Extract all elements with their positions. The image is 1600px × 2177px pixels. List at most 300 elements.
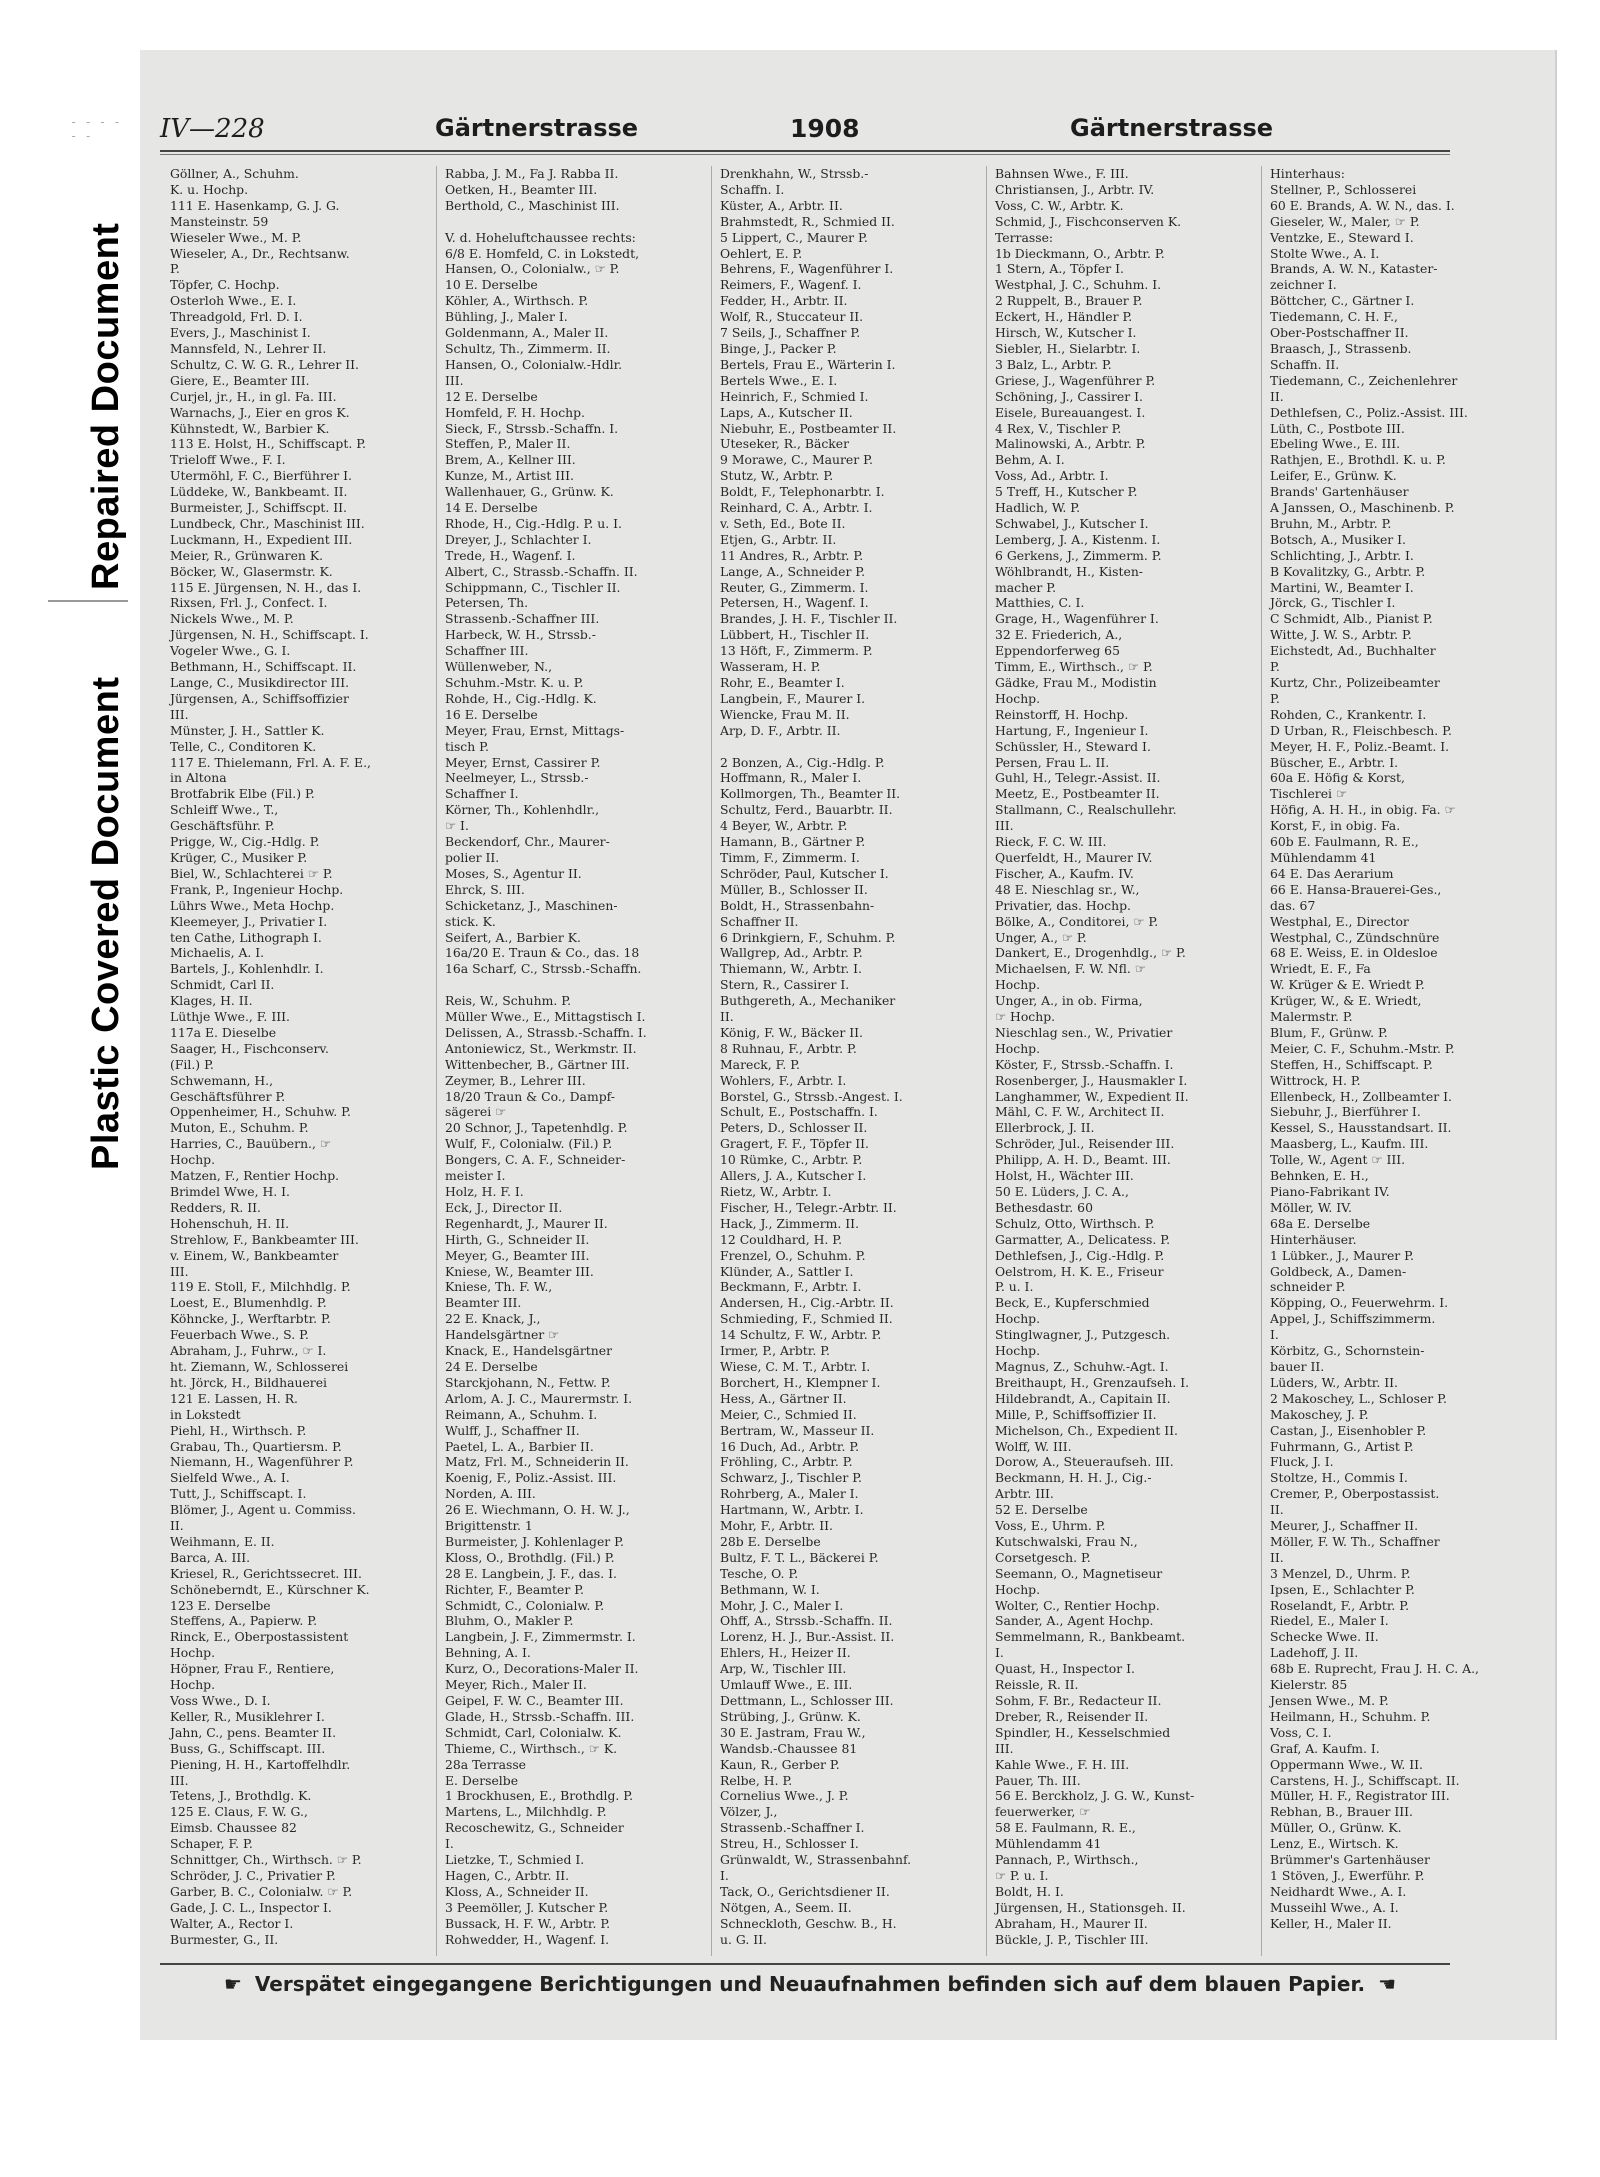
directory-entry: Blömer, J., Agent u. Commiss.	[170, 1502, 356, 1518]
directory-entry: Boldt, H. I.	[995, 1883, 1064, 1899]
directory-entry: Schippmann, C., Tischler II.	[445, 579, 621, 595]
directory-entry: Sielfeld Wwe., A. I.	[170, 1470, 290, 1486]
directory-entry: 6 Drinkgiern, F., Schuhm. P.	[720, 929, 896, 945]
directory-entry: Reinstorff, H. Hochp.	[995, 706, 1129, 722]
directory-columns	[170, 166, 1479, 1956]
directory-entry: Biel, W., Schlachterei ☞ P.	[170, 865, 333, 881]
directory-entry: Kurz, O., Decorations-Maler II.	[445, 1661, 639, 1677]
directory-entry: Harbeck, W. H., Strssb.-	[445, 627, 596, 643]
directory-entry: Bölke, A., Conditorei, ☞ P.	[995, 913, 1159, 929]
directory-entry: Lorenz, H. J., Bur.-Assist. II.	[720, 1629, 895, 1645]
directory-entry: Höfig, A. H. H., in obig. Fa. ☞	[1270, 802, 1456, 818]
directory-entry: ten Cathe, Lithograph I.	[170, 929, 322, 945]
column-4	[995, 166, 1250, 1956]
directory-entry: Keller, H., Maler II.	[1270, 1915, 1392, 1931]
directory-entry: Krüger, W., & E. Wriedt,	[1270, 993, 1422, 1009]
directory-entry: Allers, J. A., Kutscher I.	[720, 1168, 867, 1184]
year: 1908	[790, 114, 860, 143]
directory-entry: Goldbeck, A., Damen-	[1270, 1263, 1407, 1279]
directory-entry: Hochp.	[995, 1311, 1041, 1327]
directory-entry: Brahmstedt, R., Schmied II.	[720, 213, 895, 229]
directory-entry: Zeymer, B., Lehrer III.	[445, 1072, 586, 1088]
header-rule	[160, 150, 1450, 152]
directory-entry: Hildebrandt, A., Capitain II.	[995, 1390, 1171, 1406]
directory-entry: III.	[170, 1263, 189, 1279]
directory-entry: Philipp, A. H. D., Beamt. III.	[995, 1152, 1171, 1168]
directory-entry: Guhl, H., Telegr.-Assist. II.	[995, 770, 1161, 786]
directory-entry: Lührs Wwe., Meta Hochp.	[170, 897, 335, 913]
directory-entry: Schultz, Ferd., Bauarbtr. II.	[720, 802, 893, 818]
directory-entry: Westphal, C., Zündschnüre	[1270, 929, 1440, 945]
directory-entry: ☞ I.	[445, 818, 469, 834]
directory-entry: Schmidt, Carl, Colonialw. K.	[445, 1724, 622, 1740]
directory-entry: Buthgereth, A., Mechaniker	[720, 993, 896, 1009]
directory-entry: Böttcher, C., Gärtner I.	[1270, 293, 1415, 309]
directory-entry: Piehl, H., Wirthsch. P.	[170, 1422, 307, 1438]
directory-entry: Meier, C., Schmied II.	[720, 1406, 857, 1422]
directory-entry: Geschäftsführ. P.	[170, 818, 275, 834]
directory-entry: Schult, E., Postschaffn. I.	[720, 1104, 878, 1120]
directory-entry: Sander, A., Agent Hochp.	[995, 1613, 1154, 1629]
directory-entry: sägerei ☞	[445, 1104, 507, 1120]
directory-entry: Grünwaldt, W., Strassenbahnf.	[720, 1852, 912, 1868]
column-2	[445, 166, 700, 1956]
directory-entry: I.	[1270, 1327, 1279, 1343]
footer-notice	[180, 1972, 1440, 1996]
directory-entry: Ventzke, E., Steward I.	[1270, 229, 1414, 245]
tag-divider	[48, 600, 128, 602]
directory-entry: Jensen Wwe., M. P.	[1270, 1693, 1389, 1708]
directory-entry: Delissen, A., Strassb.-Schaffn. I.	[445, 1024, 647, 1040]
directory-entry: Sieck, F., Strssb.-Schaffn. I.	[445, 420, 619, 436]
directory-entry: Matzen, F., Rentier Hochp.	[170, 1168, 340, 1184]
directory-entry: Giere, E., Beamter III.	[170, 372, 310, 388]
directory-entry: 1 Lübker., J., Maurer P.	[1270, 1247, 1414, 1263]
directory-entry: Lüders, W., Arbtr. II.	[1270, 1374, 1398, 1390]
directory-entry: Beamter III.	[445, 1295, 522, 1311]
directory-entry: Graf, A. Kaufm. I.	[1270, 1740, 1380, 1756]
directory-entry: Tesche, O. P.	[720, 1565, 799, 1581]
directory-entry: Hadlich, W. P.	[995, 500, 1081, 516]
directory-entry: 1 Stöven, J., Ewerführ. P.	[1270, 1867, 1425, 1883]
directory-entry: Schwemann, H.,	[170, 1072, 274, 1088]
directory-entry: Burmester, G., II.	[170, 1931, 279, 1947]
directory-entry: Klages, H. II.	[170, 993, 253, 1009]
directory-entry: Harries, C., Bauübern., ☞	[170, 1136, 331, 1152]
repaired-document-label: Repaired Document	[85, 222, 127, 590]
directory-entry: Stellner, P., Schlosserei	[1270, 181, 1417, 197]
directory-entry: 10 E. Derselbe	[445, 277, 538, 293]
directory-entry: C Schmidt, Alb., Pianist P.	[1270, 611, 1433, 627]
directory-entry: Strübing, J., Grünw. K.	[720, 1708, 861, 1724]
directory-entry: Eimsb. Chaussee 82	[170, 1820, 297, 1836]
directory-entry: Behnken, E. H.,	[1270, 1168, 1369, 1184]
directory-entry: 1 Brockhusen, E., Brothdlg. P.	[445, 1788, 634, 1804]
directory-entry: Lange, A., Schneider P.	[720, 563, 866, 579]
directory-entry: Rosenberger, J., Hausmakler I.	[995, 1072, 1188, 1088]
directory-entry: 123 E. Derselbe	[170, 1597, 271, 1613]
directory-entry: Hack, J., Zimmerm. II.	[720, 1215, 860, 1231]
street-title-left: Gärtnerstrasse	[435, 114, 639, 142]
directory-entry: Lüthje Wwe., F. III.	[170, 1009, 290, 1025]
directory-entry: v. Seth, Ed., Bote II.	[720, 515, 846, 531]
directory-entry: Ladehoff, J. II.	[1270, 1645, 1359, 1661]
directory-entry: Kurtz, Chr., Polizeibeamter	[1270, 675, 1440, 690]
directory-entry: Bartels, J., Kohlenhdlr. I.	[170, 961, 324, 977]
directory-entry: Stoltze, H., Commis I.	[1270, 1470, 1408, 1486]
directory-entry: Lübbert, H., Tischler II.	[720, 627, 870, 643]
directory-entry: Antoniewicz, St., Werkmstr. II.	[445, 1040, 637, 1056]
directory-entry: Bertram, W., Masseur II.	[720, 1422, 875, 1438]
directory-entry: Brimdel Wwe, H. I.	[170, 1184, 290, 1199]
directory-entry	[445, 977, 700, 993]
directory-entry: Eppendorferweg 65	[995, 643, 1120, 659]
directory-entry: Keller, R., Musiklehrer I.	[170, 1708, 325, 1724]
directory-entry: Ehrck, S. III.	[445, 881, 525, 897]
directory-entry: Steffen, P., Maler II.	[445, 436, 571, 452]
directory-entry: 1b Dieckmann, O., Arbtr. P.	[995, 245, 1165, 261]
directory-entry: Eichstedt, Ad., Buchhalter	[1270, 643, 1436, 659]
directory-entry: Albert, C., Strassb.-Schaffn. II.	[445, 563, 638, 579]
directory-entry: Redders, R. II.	[170, 1199, 261, 1215]
directory-entry: Nötgen, A., Seem. II.	[720, 1899, 852, 1915]
directory-entry: Hartung, F., Ingenieur I.	[995, 722, 1149, 738]
directory-entry: Malermstr. P.	[1270, 1009, 1353, 1025]
directory-entry: Andersen, H., Cig.-Arbtr. II.	[720, 1295, 894, 1311]
directory-entry: 115 E. Jürgensen, N. H., das I.	[170, 579, 362, 595]
directory-entry: Schaper, F. P.	[170, 1836, 253, 1852]
directory-entry: Thieme, C., Wirthsch., ☞ K.	[445, 1740, 618, 1756]
directory-entry: Terrasse:	[995, 229, 1054, 245]
directory-entry: 5 Treff, H., Kutscher P.	[995, 484, 1138, 500]
directory-entry: 66 E. Hansa-Brauerei-Ges.,	[1270, 881, 1442, 897]
directory-entry: Bahnsen Wwe., F. III.	[995, 166, 1129, 181]
directory-entry: Jürgensen, H., Stationsgeh. II.	[995, 1899, 1186, 1915]
directory-entry: 3 Peemöller, J. Kutscher P.	[445, 1899, 609, 1915]
directory-entry: Müller, B., Schlosser II.	[720, 881, 868, 897]
directory-entry: Fuhrmann, G., Artist P.	[1270, 1438, 1414, 1454]
directory-entry: Neidhardt Wwe., A. I.	[1270, 1883, 1407, 1899]
directory-entry: 52 E. Derselbe	[995, 1502, 1088, 1518]
directory-entry: Kutschwalski, Frau N.,	[995, 1533, 1138, 1549]
directory-entry: Münster, J. H., Sattler K.	[170, 722, 325, 738]
directory-entry: Osterloh Wwe., E. I.	[170, 293, 297, 309]
directory-entry: Höpner, Frau F., Rentiere,	[170, 1661, 335, 1677]
directory-entry: 11 Andres, R., Arbtr. P.	[720, 547, 864, 563]
page-header	[160, 114, 1450, 144]
directory-entry: Küster, A., Arbtr. II.	[720, 197, 843, 213]
directory-entry: Timm, E., Wirthsch., ☞ P.	[995, 659, 1153, 675]
directory-entry: Hess, A., Gärtner II.	[720, 1390, 847, 1406]
directory-entry: Schröder, J. C., Privatier P.	[170, 1867, 336, 1883]
directory-entry: Drenkhahn, W., Strssb.-	[720, 166, 869, 181]
directory-entry: Westphal, E., Director	[1270, 913, 1409, 929]
directory-entry: Stern, R., Cassirer I.	[720, 977, 850, 993]
directory-entry: Hochp.	[995, 1581, 1041, 1597]
directory-entry: Burmeister, J., Schiffscpt. II.	[170, 500, 347, 516]
directory-entry: Tack, O., Gerichtsdiener II.	[720, 1883, 890, 1899]
directory-entry: Mohr, F., Arbtr. II.	[720, 1518, 833, 1534]
directory-entry: Hinterhäuser.	[1270, 1231, 1357, 1247]
directory-entry: Voss, E., Uhrm. P.	[995, 1518, 1106, 1534]
directory-entry: Relbe, H. P.	[720, 1772, 793, 1788]
directory-entry: Brands' Gartenhäuser	[1270, 484, 1409, 500]
directory-entry: Recoschewitz, G., Schneider	[445, 1820, 624, 1836]
directory-entry: Müller Wwe., E., Mittagstisch I.	[445, 1009, 646, 1025]
directory-entry: Utermöhl, F. C., Bierführer I.	[170, 468, 352, 484]
directory-entry: Carstens, H. J., Schiffscapt. II.	[1270, 1772, 1460, 1788]
directory-entry: Brigittenstr. 1	[445, 1518, 533, 1534]
directory-entry: Mühlendamm 41	[1270, 849, 1377, 865]
directory-entry: feuerwerker, ☞	[995, 1804, 1091, 1820]
directory-entry: Etjen, G., Arbtr. II.	[720, 531, 837, 547]
directory-entry: Brandes, J. H. F., Tischler II.	[720, 611, 898, 627]
directory-entry: Kniese, W., Beamter III.	[445, 1263, 594, 1279]
directory-entry: Prigge, W., Cig.-Hdlg. P.	[170, 834, 320, 850]
directory-entry: Beck, E., Kupferschmied	[995, 1295, 1150, 1311]
directory-entry: Dreber, R., Reisender II.	[995, 1708, 1149, 1724]
directory-entry: Warnachs, J., Eier en gros K.	[170, 404, 350, 420]
directory-entry: Makoschey, J. P.	[1270, 1406, 1369, 1422]
directory-entry: Hochp.	[995, 977, 1041, 993]
directory-entry: 48 E. Nieschlag sr., W.,	[995, 881, 1140, 897]
directory-entry: Meier, R., Grünwaren K.	[170, 547, 324, 563]
directory-entry: Behning, A. I.	[445, 1645, 531, 1661]
directory-entry: Richter, F., Beamter P.	[445, 1581, 584, 1597]
directory-entry: Kloss, O., Brothdlg. (Fil.) P.	[445, 1549, 615, 1565]
directory-entry: Nickels Wwe., M. P.	[170, 611, 294, 627]
directory-entry: Lüth, C., Postbote III.	[1270, 420, 1405, 436]
directory-entry: Garber, B. C., Colonialw. ☞ P.	[170, 1883, 353, 1899]
directory-entry: Uteseker, R., Bäcker	[720, 436, 850, 452]
directory-entry: Reuter, G., Zimmerm. I.	[720, 579, 869, 595]
directory-entry: Peters, D., Schlosser II.	[720, 1120, 868, 1136]
directory-entry: 60 E. Brands, A. W. N., das. I.	[1270, 197, 1455, 213]
directory-entry: Frank, P., Ingenieur Hochp.	[170, 881, 344, 897]
directory-entry: 68 E. Weiss, E. in Oldesloe	[1270, 945, 1438, 961]
directory-entry: Beckendorf, Chr., Maurer-	[445, 834, 610, 850]
directory-entry: Göllner, A., Schuhm.	[170, 166, 299, 181]
directory-entry: Arp, D. F., Arbtr. II.	[720, 722, 841, 738]
directory-entry: Buss, G., Schiffscapt. III.	[170, 1740, 326, 1756]
directory-entry: Meier, C. F., Schuhm.-Mstr. P.	[1270, 1040, 1455, 1056]
directory-entry: Kessel, S., Hausstandsart. II.	[1270, 1120, 1452, 1136]
directory-entry: Kühnstedt, W., Barbier K.	[170, 420, 330, 436]
directory-entry: Schnittger, Ch., Wirthsch. ☞ P.	[170, 1852, 362, 1868]
directory-entry: 2 Ruppelt, B., Brauer P.	[995, 293, 1143, 309]
directory-entry: Hohenschuh, H. II.	[170, 1215, 290, 1231]
directory-entry: 125 E. Claus, F. W. G.,	[170, 1804, 308, 1820]
directory-entry: Paetel, L. A., Barbier II.	[445, 1438, 594, 1454]
directory-entry: Töpfer, C. Hochp.	[170, 277, 280, 293]
directory-entry: Behrens, F., Wagenführer I.	[720, 261, 894, 277]
directory-entry: Telle, C., Conditoren K.	[170, 738, 317, 754]
directory-entry: Dettmann, L., Schlosser III.	[720, 1693, 894, 1708]
directory-entry: Lenz, E., Wirtsch. K.	[1270, 1836, 1399, 1852]
directory-entry: Bongers, C. A. F., Schneider-	[445, 1152, 626, 1168]
directory-entry: Oppenheimer, H., Schuhw. P.	[170, 1104, 351, 1120]
directory-entry: Streu, H., Schlosser I.	[720, 1836, 859, 1852]
directory-entry: Barca, A. III.	[170, 1549, 251, 1565]
directory-entry: Weihmann, E. II.	[170, 1533, 275, 1549]
directory-entry: Ellenbeck, H., Zollbeamter I.	[1270, 1088, 1452, 1104]
directory-entry: (Fil.) P.	[170, 1056, 214, 1072]
directory-entry: Hoffmann, R., Maler I.	[720, 770, 862, 786]
directory-entry: Köpping, O., Feuerwehrm. I.	[1270, 1295, 1449, 1311]
directory-entry: Ellerbrock, J. II.	[995, 1120, 1095, 1136]
directory-entry: Tolle, W., Agent ☞ III.	[1270, 1152, 1406, 1168]
directory-entry: Mansteinstr. 59	[170, 213, 269, 229]
directory-entry: Reis, W., Schuhm. P.	[445, 993, 572, 1009]
directory-entry: Büscher, E., Arbtr. I.	[1270, 754, 1399, 770]
directory-entry: III.	[170, 706, 189, 722]
directory-entry: Semmelmann, R., Bankbeamt.	[995, 1629, 1186, 1645]
directory-entry: Kielerstr. 85	[1270, 1677, 1348, 1693]
directory-entry: Wolter, C., Rentier Hochp.	[995, 1597, 1160, 1613]
directory-entry: Wulff, J., Schaffner II.	[445, 1422, 580, 1438]
directory-entry: Corsetgesch. P.	[995, 1549, 1091, 1565]
directory-entry: 7 Seils, J., Schaffner P.	[720, 325, 861, 341]
directory-entry: 16 Duch, Ad., Arbtr. P.	[720, 1438, 860, 1454]
directory-entry: Schaffner II.	[720, 913, 799, 929]
column-3	[720, 166, 975, 1956]
directory-entry: 10 Rümke, C., Arbtr. P.	[720, 1152, 863, 1168]
directory-entry: Bethmann, W. I.	[720, 1581, 820, 1597]
directory-entry: Breithaupt, H., Grenzaufseh. I.	[995, 1374, 1190, 1390]
directory-entry: Fröhling, C., Arbtr. P.	[720, 1454, 853, 1470]
directory-entry: Brotfabrik Elbe (Fil.) P.	[170, 786, 315, 802]
footer-rule	[160, 1963, 1450, 1965]
header-rule-thin	[160, 154, 1450, 155]
directory-entry: Tutt, J., Schiffscapt. I.	[170, 1486, 307, 1502]
directory-entry: Möller, W. IV.	[1270, 1199, 1352, 1215]
directory-entry: Timm, F., Zimmerm. I.	[720, 849, 860, 865]
directory-entry: Christiansen, J., Arbtr. IV.	[995, 181, 1155, 197]
footer-text: Verspätet eingegangene Berichtigungen und Neuaufnahmen befinden sich auf dem blauen Papier.	[254, 1972, 1366, 1996]
directory-entry: Schwarz, J., Tischler P.	[720, 1470, 862, 1486]
directory-entry: Trieloff Wwe., F. I.	[170, 452, 286, 468]
directory-entry: Loest, E., Blumenhdlg. P.	[170, 1295, 327, 1311]
directory-entry: Möller, F. W. Th., Schaffner	[1270, 1533, 1440, 1549]
directory-entry: Meetz, E., Postbeamter II.	[995, 786, 1160, 802]
directory-entry: I.	[445, 1836, 454, 1852]
directory-entry: in Altona	[170, 770, 227, 786]
directory-entry: Gieseler, W., Maler, ☞ P.	[1270, 213, 1420, 229]
directory-entry: Beckmann, F., Arbtr. I.	[720, 1279, 862, 1295]
directory-entry: Meyer, G., Beamter III.	[445, 1247, 590, 1263]
directory-entry: Michelson, Ch., Expedient II.	[995, 1422, 1178, 1438]
pointing-hand-icon: ☚	[1378, 1972, 1397, 1996]
directory-entry: 14 E. Derselbe	[445, 500, 538, 516]
directory-entry: Schneckloth, Geschw. B., H.	[720, 1915, 897, 1931]
directory-entry: II.	[1270, 1502, 1284, 1518]
directory-entry: u. G. II.	[720, 1931, 767, 1947]
directory-entry: Rieck, F. C. W. III.	[995, 834, 1107, 850]
directory-entry: Brands, A. W. N., Kataster-	[1270, 261, 1438, 277]
directory-entry: III.	[170, 1772, 189, 1788]
directory-entry: Voss, C. I.	[1270, 1724, 1332, 1740]
directory-entry: 26 E. Wiechmann, O. H. W. J.,	[445, 1502, 630, 1518]
directory-entry: Schulz, Otto, Wirthsch. P.	[995, 1215, 1155, 1231]
directory-entry: Malinowski, A., Arbtr. P.	[995, 436, 1146, 452]
directory-entry: schneider P.	[1270, 1279, 1346, 1295]
directory-entry: Schlichting, J., Arbtr. I.	[1270, 547, 1414, 563]
directory-entry: Luckmann, H., Expedient III.	[170, 531, 353, 547]
directory-entry: Martens, L., Milchhdlg. P.	[445, 1804, 607, 1820]
directory-entry: Voss, C. W., Arbtr. K.	[995, 197, 1124, 213]
directory-entry: Arlom, A. J. C., Maurermstr. I.	[445, 1390, 633, 1406]
directory-entry: Ohff, A., Strssb.-Schaffn. II.	[720, 1613, 893, 1629]
directory-entry: 3 Menzel, D., Uhrm. P.	[1270, 1565, 1411, 1581]
directory-entry: Hochp.	[170, 1152, 216, 1168]
directory-entry: Wieseler Wwe., M. P.	[170, 229, 302, 245]
directory-entry: Moses, S., Agentur II.	[445, 865, 582, 881]
directory-entry: ☞ P. u. I.	[995, 1867, 1049, 1883]
directory-entry: Unger, A., in ob. Firma,	[995, 993, 1143, 1009]
directory-entry: Wiencke, Frau M. II.	[720, 706, 850, 722]
directory-entry: 60a E. Höfig & Korst,	[1270, 770, 1405, 786]
directory-entry: Rohr, E., Beamter I.	[720, 675, 845, 690]
directory-entry: Muton, E., Schuhm. P.	[170, 1120, 309, 1136]
directory-entry: Ober-Postschaffner II.	[1270, 325, 1409, 341]
directory-entry: Jahn, C., pens. Beamter II.	[170, 1724, 337, 1740]
directory-entry: v. Einem, W., Bankbeamter	[170, 1247, 339, 1263]
directory-entry: Regenhardt, J., Maurer II.	[445, 1215, 608, 1231]
directory-entry: Kunze, M., Artist III.	[445, 468, 574, 484]
directory-entry: D Urban, R., Fleischbesch. P.	[1270, 722, 1452, 738]
directory-entry: Handelsgärtner ☞	[445, 1327, 560, 1343]
directory-entry: Petersen, Th.	[445, 595, 529, 611]
directory-entry: Klünder, A., Sattler I.	[720, 1263, 854, 1279]
directory-entry: Blum, F., Grünw. P.	[1270, 1024, 1388, 1040]
directory-entry: Knack, E., Handelsgärtner	[445, 1343, 613, 1359]
directory-entry: Langhammer, W., Expedient II.	[995, 1088, 1189, 1104]
directory-entry: 32 E. Friederich, A.,	[995, 627, 1123, 643]
directory-entry: Homfeld, F. H. Hochp.	[445, 404, 585, 420]
directory-entry: V. d. Hoheluftchaussee rechts:	[445, 229, 636, 245]
directory-entry: Bultz, F. T. L., Bäckerei P.	[720, 1549, 879, 1565]
directory-entry: Maasberg, L., Kaufm. III.	[1270, 1136, 1429, 1152]
directory-entry: Mareck, F. P.	[720, 1056, 800, 1072]
directory-entry: Meyer, Rich., Maler II.	[445, 1677, 587, 1693]
plastic-covered-document-label: Plastic Covered Document	[85, 676, 127, 1170]
directory-entry: Michaelsen, F. W. Nfl. ☞	[995, 961, 1146, 977]
directory-entry: Korst, F., in obig. Fa.	[1270, 818, 1401, 834]
directory-entry: Bruhn, M., Arbtr. P.	[1270, 515, 1392, 531]
directory-entry: Stallmann, C., Realschullehr.	[995, 802, 1177, 818]
directory-entry: Köhler, A., Wirthsch. P.	[445, 293, 589, 309]
directory-entry: Mille, P., Schiffsoffizier II.	[995, 1406, 1157, 1422]
directory-entry: 14 Schultz, F. W., Arbtr. P.	[720, 1327, 882, 1343]
directory-entry: II.	[170, 1518, 184, 1534]
directory-entry: Hartmann, W., Arbtr. I.	[720, 1502, 864, 1518]
directory-entry: Pauer, Th. III.	[995, 1772, 1081, 1788]
directory-entry: Schröder, Jul., Reisender III.	[995, 1136, 1175, 1152]
directory-entry: Michaelis, A. I.	[170, 945, 265, 961]
directory-entry: Hochp.	[995, 1343, 1041, 1359]
directory-entry: 3 Balz, L., Arbtr. P.	[995, 356, 1112, 372]
directory-entry: Lundbeck, Chr., Maschinist III.	[170, 515, 365, 531]
directory-entry: A Janssen, O., Maschinenb. P.	[1270, 500, 1455, 516]
directory-entry: Kniese, Th. F. W.,	[445, 1279, 553, 1295]
directory-entry: Grage, H., Wagenführer I.	[995, 611, 1159, 627]
directory-entry: Gade, J. C. L., Inspector I.	[170, 1899, 332, 1915]
directory-entry: Unger, A., ☞ P.	[995, 929, 1087, 945]
directory-entry: I.	[995, 1645, 1004, 1661]
directory-entry: Müller, O., Grünw. K.	[1270, 1820, 1402, 1836]
directory-entry: Nieschlag sen., W., Privatier	[995, 1024, 1173, 1040]
directory-entry: Binge, J., Packer P.	[720, 340, 837, 356]
